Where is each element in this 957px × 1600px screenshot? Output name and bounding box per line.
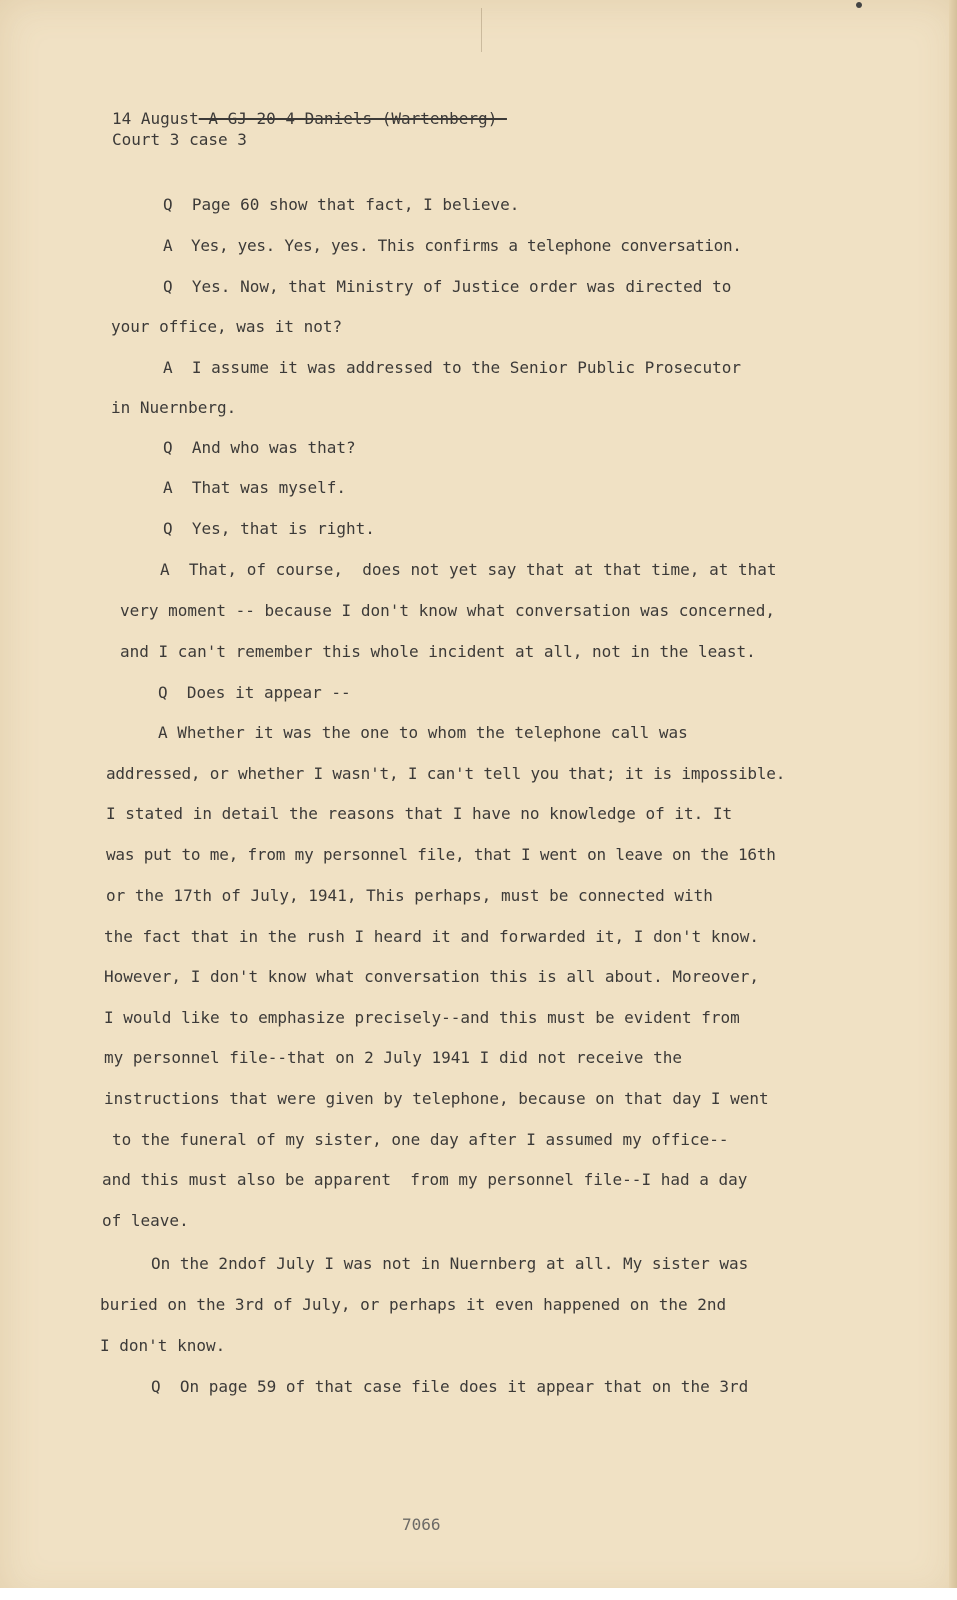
transcript-line: Q Yes. Now, that Ministry of Justice order was directed to xyxy=(163,277,732,296)
transcript-line: Q Page 60 show that fact, I believe. xyxy=(163,195,520,214)
transcript-line: A That was myself. xyxy=(163,478,347,497)
transcript-line: Q Yes, that is right. xyxy=(163,519,375,538)
transcript-line: instructions that were given by telephone, because on that day I went xyxy=(104,1089,769,1108)
transcript-line: A Whether it was the one to whom the telephone call was xyxy=(158,723,688,742)
transcript-line: Q And who was that? xyxy=(163,438,356,457)
transcript-line: your office, was it not? xyxy=(111,317,343,336)
transcript-line: of leave. xyxy=(102,1211,189,1230)
transcript-line: my personnel file--that on 2 July 1941 I did not receive the xyxy=(104,1048,682,1067)
transcript-line: However, I don't know what conversation this is all about. Moreover, xyxy=(104,967,760,986)
transcript-line: was put to me, from my personnel file, that I went on leave on the 16th xyxy=(106,845,776,864)
document-header xyxy=(112,108,507,150)
transcript-line: Q On page 59 of that case file does it appear that on the 3rd xyxy=(151,1377,749,1396)
transcript-line: A Yes, yes. Yes, yes. This confirms a telephone conversation. xyxy=(163,236,742,255)
ink-speck xyxy=(856,2,862,8)
transcript-line: and I can't remember this whole incident at all, not in the least. xyxy=(120,642,756,661)
header-date: 14 August xyxy=(112,109,199,128)
page-number: 7066 xyxy=(402,1515,441,1534)
header-court: Court 3 case 3 xyxy=(112,130,247,149)
paper-edge xyxy=(949,0,957,1590)
paper-crease xyxy=(481,8,482,52)
transcript-line: I stated in detail the reasons that I have no knowledge of it. It xyxy=(106,804,733,823)
transcript-line: to the funeral of my sister, one day after I assumed my office-- xyxy=(112,1130,729,1149)
transcript-line: A That, of course, does not yet say that at that time, at that xyxy=(160,560,777,579)
transcript-line: the fact that in the rush I heard it and forwarded it, I don't know. xyxy=(104,927,760,946)
transcript-line: addressed, or whether I wasn't, I can't tell you that; it is impossible. xyxy=(106,764,786,783)
transcript-line: buried on the 3rd of July, or perhaps it even happened on the 2nd xyxy=(100,1295,727,1314)
transcript-line: and this must also be apparent from my personnel file--I had a day xyxy=(102,1170,748,1189)
transcript-line: in Nuernberg. xyxy=(111,398,237,417)
transcript-line: very moment -- because I don't know what conversation was concerned, xyxy=(120,601,776,620)
transcript-line: Q Does it appear -- xyxy=(158,683,351,702)
transcript-line: A I assume it was addressed to the Senior Public Prosecutor xyxy=(163,358,741,377)
transcript-line: On the 2ndof July I was not in Nuernberg at all. My sister was xyxy=(151,1254,749,1273)
transcript-line: I don't know. xyxy=(100,1336,226,1355)
transcript-line: I would like to emphasize precisely--and this must be evident from xyxy=(104,1008,740,1027)
header-struck-reference: -A-GJ-20-4-Daniels-(Wartenberg)- xyxy=(198,109,507,128)
transcript-line: or the 17th of July, 1941, This perhaps, must be connected with xyxy=(106,886,713,905)
